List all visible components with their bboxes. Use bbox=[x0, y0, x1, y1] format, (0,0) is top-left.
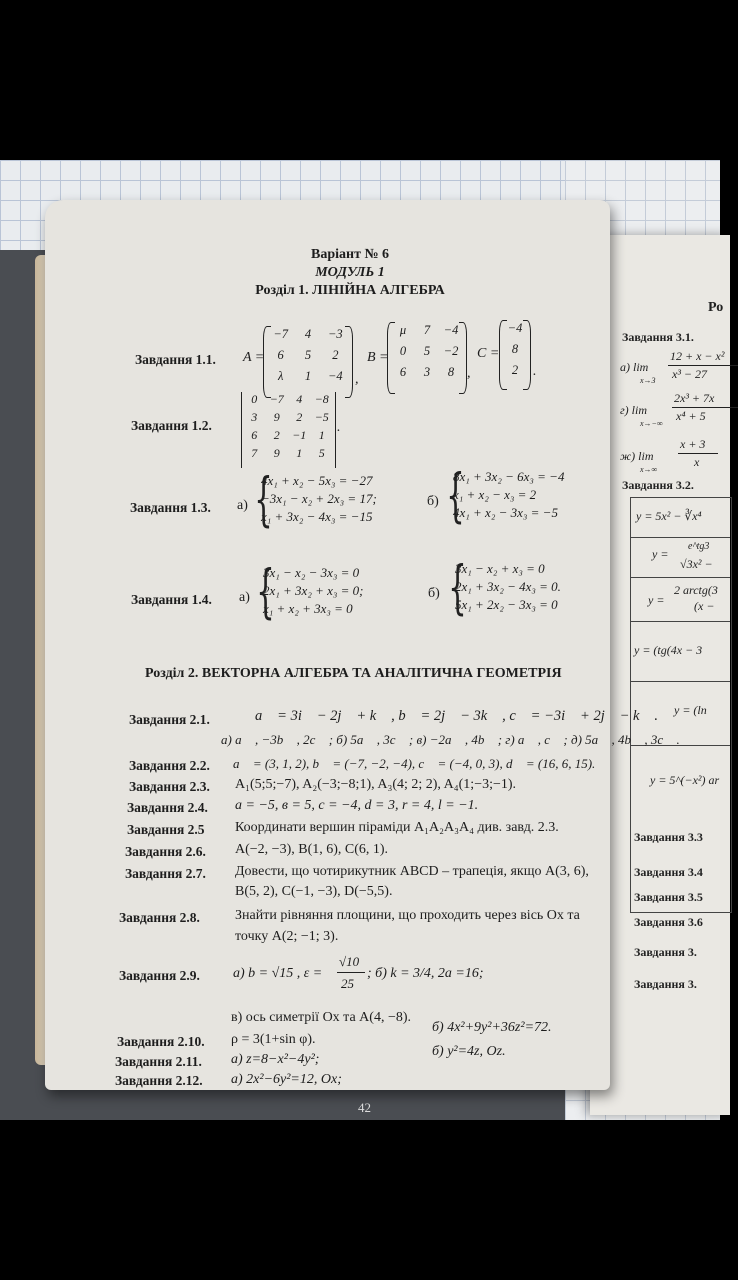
task-2-3-text: A₁(5;5;−7), A₂(−3;−8;1), A₃(4; 2; 2), A₄(1;−3;−1). bbox=[235, 777, 517, 792]
m13: 4 bbox=[296, 392, 303, 406]
system-1-3-a bbox=[261, 472, 377, 526]
deriv-row3-num: 2 arctg(3 bbox=[674, 583, 718, 597]
label-2-11: Завдання 2.11. bbox=[115, 1054, 202, 1069]
right-z3-6: Завдання 3.6 bbox=[634, 915, 703, 929]
label-1-3: Завдання 1.3. bbox=[130, 500, 211, 515]
system-1-4-a bbox=[263, 564, 364, 618]
photo-area bbox=[0, 160, 725, 1120]
eq13b1: 8x₁ + 3x₂ − 6x₃ = −4 bbox=[453, 469, 565, 484]
lim-g-sub: x→−∞ bbox=[640, 419, 663, 428]
m32: 2 bbox=[273, 428, 280, 442]
deriv-row3-den: (x − bbox=[694, 599, 715, 613]
eq14b2: 2x₁ + 3x₂ − 4x₃ = 0. bbox=[455, 579, 561, 594]
determinant-matrix bbox=[243, 392, 333, 461]
label-2-2: Завдання 2.2. bbox=[129, 758, 210, 773]
eq14a1: 3x₁ − x₂ − 3x₃ = 0 bbox=[263, 565, 360, 580]
a21: 6 bbox=[277, 348, 284, 362]
task-2-9-frac-num: √10 bbox=[339, 954, 360, 969]
b11: μ bbox=[399, 323, 407, 337]
lim-zh-sub: x→∞ bbox=[640, 465, 658, 474]
task-2-8-line2: точку A(2; −1; 3). bbox=[235, 929, 339, 944]
eq14b3: 5x₁ + 2x₂ − 3x₃ = 0 bbox=[455, 597, 558, 612]
brace-14a: { bbox=[256, 557, 275, 625]
row-sep-3 bbox=[630, 621, 730, 622]
lim-a-bar bbox=[668, 365, 738, 366]
b12: 7 bbox=[423, 323, 431, 337]
section2-heading: Розділ 2. ВЕКТОРНА АЛГЕБРА ТА АНАЛІТИЧНА ГЕОМЕТРІЯ bbox=[145, 666, 562, 681]
lim-a: а) lim bbox=[620, 360, 649, 374]
variant-heading: Варіант № 6 bbox=[310, 247, 390, 262]
label-2-10: Завдання 2.10. bbox=[117, 1034, 205, 1049]
top-black-bar bbox=[0, 0, 720, 160]
right-z3-5: Завдання 3.5 bbox=[634, 890, 703, 904]
task-2-11-a: а) z=8−x²−4y²; bbox=[231, 1052, 320, 1067]
comma-A: , bbox=[355, 372, 359, 387]
m44: 5 bbox=[318, 446, 325, 460]
lim-g-num: 2x³ + 7x bbox=[674, 391, 715, 405]
m43: 1 bbox=[296, 446, 303, 460]
right-page bbox=[590, 235, 730, 1115]
label-2-7: Завдання 2.7. bbox=[125, 866, 206, 881]
m41: 7 bbox=[251, 446, 258, 460]
right-z3-4: Завдання 3.4 bbox=[634, 865, 703, 879]
deriv-row2-y: y = bbox=[652, 547, 669, 561]
c2: 8 bbox=[511, 342, 519, 356]
m12: −7 bbox=[269, 392, 284, 406]
right-z3-1: Завдання 3.1. bbox=[622, 330, 694, 344]
deriv-row2-den: √3x² − bbox=[680, 557, 713, 571]
matrix-B-name: B = bbox=[367, 350, 389, 365]
b31: 6 bbox=[399, 365, 407, 379]
task-2-2-text: a⃗ = (3, 1, 2), b⃗ = (−7, −2, −4), c⃗ = (−4, 0, 3), d⃗ = (16, 6, 15). bbox=[233, 756, 596, 771]
det-left-bar bbox=[241, 392, 242, 468]
sys13-b-label: б) bbox=[427, 494, 439, 509]
paren-C-right bbox=[523, 320, 531, 390]
label-2-1: Завдання 2.1. bbox=[129, 712, 210, 727]
task-2-12-b: б) y²=4z, Oz. bbox=[432, 1044, 506, 1059]
lim-a-num: 12 + x − x² bbox=[670, 349, 725, 363]
deriv-row5: y = (ln bbox=[674, 703, 707, 717]
task-2-12-a: а) 2x²−6y²=12, Ox; bbox=[231, 1072, 342, 1087]
sys14-b-label: б) bbox=[428, 586, 440, 601]
eq13b2: x₁ + x₂ − x₃ = 2 bbox=[453, 487, 537, 502]
eq13a1: 4x₁ + x₂ − 5x₃ = −27 bbox=[261, 473, 373, 488]
c1: −4 bbox=[507, 321, 523, 335]
label-2-6: Завдання 2.6. bbox=[125, 844, 206, 859]
task-2-1-line2: а) a⃗ , −3b⃗ , 2c⃗ ; б) 5a⃗ , 3c⃗ ; в) −2a⃗ , 4b⃗ ; г) a⃗ , c⃗ ; д) 5a⃗ , 4b⃗ , 3c⃗ . bbox=[221, 732, 680, 747]
a33: −4 bbox=[327, 369, 343, 383]
right-z3-2: Завдання 3.2. bbox=[622, 478, 694, 492]
right-z3-3: Завдання 3.3 bbox=[634, 830, 703, 844]
m33: −1 bbox=[292, 428, 307, 442]
period-det: . bbox=[337, 420, 341, 435]
lim-a-den: x³ − 27 bbox=[672, 367, 708, 381]
a32: 1 bbox=[304, 369, 312, 383]
eq13b3: 4x₁ + x₂ − 3x₃ = −5 bbox=[453, 505, 558, 520]
paren-B-right bbox=[459, 322, 467, 394]
lim-zh-num: x + 3 bbox=[680, 437, 706, 451]
label-2-8: Завдання 2.8. bbox=[119, 910, 200, 925]
bottom-black-bar bbox=[0, 1120, 720, 1280]
m11: 0 bbox=[251, 392, 258, 406]
section1-heading: Розділ 1. ЛІНІЙНА АЛГЕБРА bbox=[255, 283, 445, 298]
a22: 5 bbox=[304, 348, 312, 362]
deriv-row4: y = (tg(4x − 3 bbox=[634, 643, 703, 657]
brace-13a: { bbox=[254, 465, 273, 533]
task-2-9-b: ; б) k = 3/4, 2a =16; bbox=[367, 966, 484, 981]
brace-13b: { bbox=[446, 461, 465, 529]
m42: 9 bbox=[273, 446, 280, 460]
task-2-1-line1: a⃗ = 3i⃗ − 2j⃗ + k⃗ , b⃗ = 2j⃗ − 3k⃗ , c⃗ = −3i⃗ + 2j⃗ − k⃗ . bbox=[255, 708, 659, 724]
a31: λ bbox=[277, 369, 284, 383]
matrix-C-name: C = bbox=[477, 346, 500, 361]
matrix-A-name: A = bbox=[243, 350, 265, 365]
right-z3-7: Завдання 3. bbox=[634, 945, 697, 959]
a13: −3 bbox=[327, 327, 343, 341]
a12: 4 bbox=[304, 327, 312, 341]
period-C: . bbox=[533, 364, 537, 379]
m34: 1 bbox=[318, 428, 325, 442]
right-heading: Ро bbox=[708, 300, 724, 315]
sys13-a-label: а) bbox=[237, 498, 248, 513]
m21: 3 bbox=[251, 410, 258, 424]
matrix-B bbox=[391, 323, 463, 380]
eq14a2: 2x₁ + 3x₂ + x₃ = 0; bbox=[263, 583, 364, 598]
lim-zh-bar bbox=[678, 453, 718, 454]
m23: 2 bbox=[296, 410, 303, 424]
page-number: 42 bbox=[358, 1100, 371, 1115]
task-2-7-line2: B(5, 2), C(−1, −3), D(−5,5). bbox=[235, 884, 393, 899]
b32: 3 bbox=[423, 365, 431, 379]
brace-14b: { bbox=[448, 553, 467, 621]
label-1-4: Завдання 1.4. bbox=[131, 592, 212, 607]
task-2-11-b: б) 4x²+9y²+36z²=72. bbox=[432, 1020, 552, 1035]
b13: −4 bbox=[443, 323, 459, 337]
eq14a3: x₁ + x₂ + 3x₃ = 0 bbox=[263, 601, 353, 616]
label-1-2: Завдання 1.2. bbox=[131, 418, 212, 433]
deriv-row1: y = 5x² − ∛x⁴ bbox=[636, 509, 702, 523]
paren-A-right bbox=[345, 326, 353, 398]
m22: 9 bbox=[273, 410, 280, 424]
right-z3-8: Завдання 3. bbox=[634, 977, 697, 991]
eq14b1: 3x₁ − x₂ + x₃ = 0 bbox=[455, 561, 545, 576]
row-sep-4 bbox=[630, 681, 730, 682]
eq13a2: −3x₁ − x₂ + 2x₃ = 17; bbox=[261, 491, 377, 506]
sys14-a-label: а) bbox=[239, 590, 250, 605]
label-1-1: Завдання 1.1. bbox=[135, 352, 216, 367]
b22: 5 bbox=[423, 344, 431, 358]
deriv-row2-num: e^tg3 bbox=[688, 541, 710, 552]
label-2-9: Завдання 2.9. bbox=[119, 968, 200, 983]
a23: 2 bbox=[332, 348, 339, 362]
m24: −5 bbox=[314, 410, 329, 424]
deriv-row6: y = 5^(−x²) ar bbox=[650, 773, 720, 787]
c3: 2 bbox=[511, 363, 519, 377]
det-right-bar bbox=[335, 392, 336, 468]
label-2-4: Завдання 2.4. bbox=[127, 800, 208, 815]
task-2-10-text: ρ = 3(1+sin φ). bbox=[231, 1032, 316, 1047]
label-2-5: Завдання 2.5 bbox=[127, 822, 205, 837]
m31: 6 bbox=[251, 428, 258, 442]
b23: −2 bbox=[443, 344, 459, 358]
task-2-9-a: а) b = √15 , ε = bbox=[233, 966, 323, 981]
label-2-12: Завдання 2.12. bbox=[115, 1073, 203, 1088]
matrix-A bbox=[267, 327, 349, 384]
module-heading: МОДУЛЬ 1 bbox=[315, 265, 385, 280]
task-2-6-text: A(−2, −3), B(1, 6), C(6, 1). bbox=[235, 842, 389, 857]
row-sep-2 bbox=[630, 577, 730, 578]
row-sep-1 bbox=[630, 537, 730, 538]
lim-a-sub: x→3 bbox=[640, 376, 656, 385]
b33: 8 bbox=[447, 365, 455, 379]
task-2-8-line1: Знайти рівняння площини, що проходить через вісь Ox та bbox=[235, 908, 580, 923]
deriv-row3-y: y = bbox=[648, 593, 665, 607]
task-2-9-frac-bar bbox=[337, 972, 365, 973]
task-2-4-text: a = −5, в = 5, c = −4, d = 3, r = 4, l = −1. bbox=[235, 798, 479, 813]
lim-g: г) lim bbox=[620, 403, 648, 417]
system-1-4-b bbox=[455, 560, 561, 614]
label-2-3: Завдання 2.3. bbox=[129, 779, 210, 794]
task-2-9-c: в) ось симетрії Ox та A(4, −8). bbox=[231, 1010, 412, 1025]
lim-zh-den: x bbox=[694, 455, 700, 469]
m14: −8 bbox=[314, 392, 329, 406]
system-1-3-b bbox=[453, 468, 564, 522]
task-2-7-line1: Довести, що чотирикутник ABCD – трапеція, якщо A(3, 6), bbox=[235, 864, 589, 879]
lim-g-bar bbox=[672, 407, 738, 408]
comma-B: , bbox=[467, 366, 471, 381]
task-2-9-frac-den: 25 bbox=[341, 976, 354, 991]
a11: −7 bbox=[273, 327, 288, 341]
lim-g-den: x⁴ + 5 bbox=[676, 409, 706, 423]
task-2-5-text: Координати вершин піраміди A₁A₂A₃A₄ див. завд. 2.3. bbox=[235, 820, 559, 835]
lim-zh: ж) lim bbox=[620, 449, 654, 463]
b21: 0 bbox=[399, 344, 407, 358]
eq13a3: x₁ + 3x₂ − 4x₃ = −15 bbox=[261, 509, 373, 524]
